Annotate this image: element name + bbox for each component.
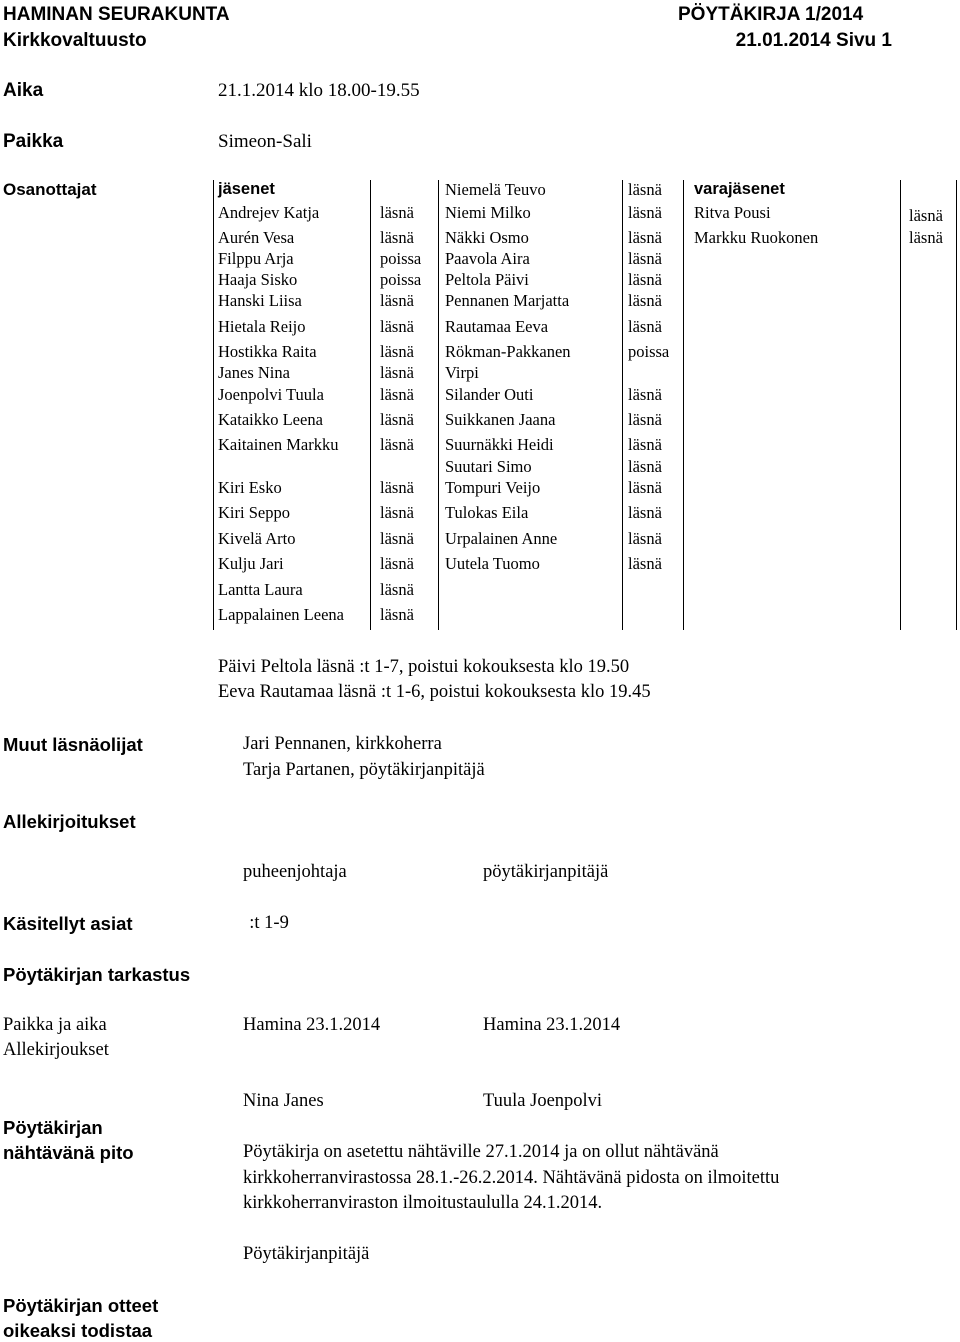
member-name: Peltola Päivi — [445, 270, 529, 289]
member-name: Lappalainen Leena — [218, 605, 344, 624]
member-name: Janes Nina — [218, 363, 290, 382]
grid-line — [370, 180, 371, 630]
member-name: Hietala Reijo — [218, 317, 306, 336]
member-name: Kataikko Leena — [218, 410, 323, 429]
member-status: läsnä — [628, 503, 662, 522]
member-name: Haaja Sisko — [218, 270, 298, 289]
member-status: läsnä — [628, 554, 662, 573]
member-name: Joenpolvi Tuula — [218, 385, 324, 404]
deputy-status: läsnä — [909, 206, 943, 225]
display-text: Pöytäkirja on asetettu nähtäville 27.1.2014 ja on ollut nähtävänä — [243, 1142, 719, 1162]
grid-line — [213, 180, 214, 630]
member-status: läsnä — [628, 203, 662, 222]
place-value: Simeon-Sali — [218, 131, 312, 152]
member-name: Niemi Milko — [445, 203, 531, 222]
grid-line — [956, 180, 957, 630]
member-status: läsnä — [380, 478, 414, 497]
member-name: Kulju Jari — [218, 554, 284, 573]
reviewer-name: Tuula Joenpolvi — [483, 1091, 603, 1111]
member-status: läsnä — [380, 554, 414, 573]
member-name: Paavola Aira — [445, 249, 530, 268]
org-name: HAMINAN SEURAKUNTA — [3, 4, 230, 25]
matters-label: Käsitellyt asiat — [3, 913, 133, 934]
member-name: Lantta Laura — [218, 580, 303, 599]
member-status: läsnä — [380, 317, 414, 336]
member-name: Kiri Esko — [218, 478, 282, 497]
member-status: läsnä — [380, 203, 414, 222]
member-name: Kaitainen Markku — [218, 435, 339, 454]
participants-label: Osanottajat — [3, 180, 97, 199]
member-status: läsnä — [380, 291, 414, 310]
place-date-value: Hamina 23.1.2014 — [483, 1015, 621, 1035]
others-label: Muut läsnäolijat — [3, 734, 143, 755]
member-status: läsnä — [380, 580, 414, 599]
member-status: läsnä — [628, 270, 662, 289]
member-status: läsnä — [380, 503, 414, 522]
signatures-label: Allekirjoitukset — [3, 811, 136, 832]
member-status: läsnä — [380, 435, 414, 454]
deputy-name: Markku Ruokonen — [694, 228, 819, 247]
member-status: läsnä — [628, 410, 662, 429]
member-status: läsnä — [628, 228, 662, 247]
member-status: läsnä — [380, 342, 414, 361]
matters-value: :t 1-9 — [240, 913, 289, 933]
member-name: Niemelä Teuvo — [445, 180, 546, 199]
member-status: poissa — [380, 270, 422, 289]
chair-signature: puheenjohtaja — [243, 862, 347, 882]
member-status: läsnä — [380, 385, 414, 404]
time-label: Aika — [3, 80, 44, 101]
member-status: läsnä — [628, 317, 662, 336]
time-value: 21.1.2014 klo 18.00-19.55 — [218, 80, 420, 101]
place-date-value: Hamina 23.1.2014 — [243, 1015, 381, 1035]
others-line: Jari Pennanen, kirkkoherra — [243, 734, 442, 754]
member-name: Uutela Tuomo — [445, 554, 540, 573]
member-name: Filppu Arja — [218, 249, 294, 268]
member-status: läsnä — [628, 529, 662, 548]
member-status: läsnä — [628, 291, 662, 310]
member-status: poissa — [380, 249, 422, 268]
member-status: läsnä — [628, 385, 662, 404]
member-status: läsnä — [380, 410, 414, 429]
body-name: Kirkkovaltuusto — [3, 30, 147, 51]
member-status: läsnä — [628, 457, 662, 476]
review-signatures-label: Allekirjoukset — [3, 1040, 109, 1060]
display-label: nähtävänä pito — [3, 1142, 134, 1163]
grid-line — [438, 180, 439, 630]
grid-line — [683, 180, 684, 630]
note-line: Päivi Peltola läsnä :t 1-7, poistui kokouksesta klo 19.50 — [218, 657, 630, 677]
note-line: Eeva Rautamaa läsnä :t 1-6, poistui kokouksesta klo 19.45 — [218, 682, 651, 702]
deputies-header: varajäsenet — [694, 180, 785, 198]
extracts-label: oikeaksi todistaa — [3, 1320, 153, 1341]
member-status: läsnä — [628, 435, 662, 454]
place-date-label: Paikka ja aika — [3, 1015, 107, 1035]
member-status: läsnä — [628, 180, 662, 199]
member-name: Kiri Seppo — [218, 503, 290, 522]
member-status: läsnä — [380, 363, 414, 382]
member-name: Tompuri Veijo — [445, 478, 541, 497]
place-label: Paikka — [3, 131, 64, 152]
member-status: läsnä — [628, 249, 662, 268]
member-name: Suikkanen Jaana — [445, 410, 556, 429]
document-title: PÖYTÄKIRJA 1/2014 — [678, 4, 864, 25]
display-signer: Pöytäkirjanpitäjä — [243, 1244, 370, 1264]
grid-line — [900, 180, 901, 630]
review-label: Pöytäkirjan tarkastus — [3, 964, 191, 985]
member-name: Rautamaa Eeva — [445, 317, 549, 336]
display-text: kirkkoherranvirastossa 28.1.-26.2.2014. Nähtävänä pidosta on ilmoitettu — [243, 1168, 780, 1188]
secretary-signature: pöytäkirjanpitäjä — [483, 862, 609, 882]
grid-line — [622, 180, 623, 630]
member-name: Suurnäkki Heidi — [445, 435, 554, 454]
display-text: kirkkoherranviraston ilmoitustaululla 24.1.2014. — [243, 1193, 603, 1213]
member-name: Tulokas Eila — [445, 503, 529, 522]
member-name: Kivelä Arto — [218, 529, 296, 548]
member-status: läsnä — [380, 228, 414, 247]
deputy-name: Ritva Pousi — [694, 203, 771, 222]
members-header: jäsenet — [218, 180, 275, 198]
member-status: läsnä — [380, 605, 414, 624]
member-status: läsnä — [380, 529, 414, 548]
member-name: Andrejev Katja — [218, 203, 320, 222]
member-name: Virpi — [445, 363, 479, 382]
member-name: Suutari Simo — [445, 457, 532, 476]
deputy-status: läsnä — [909, 228, 943, 247]
member-name: Pennanen Marjatta — [445, 291, 570, 310]
member-name: Hostikka Raita — [218, 342, 317, 361]
others-line: Tarja Partanen, pöytäkirjanpitäjä — [243, 760, 485, 780]
member-name: Urpalainen Anne — [445, 529, 558, 548]
extracts-label: Pöytäkirjan otteet — [3, 1295, 159, 1316]
member-status: läsnä — [628, 478, 662, 497]
member-name: Näkki Osmo — [445, 228, 529, 247]
member-name: Rökman-Pakkanen — [445, 342, 571, 361]
reviewer-name: Nina Janes — [243, 1091, 324, 1111]
member-name: Silander Outi — [445, 385, 534, 404]
display-label: Pöytäkirjan — [3, 1117, 103, 1138]
member-name: Aurén Vesa — [218, 228, 295, 247]
member-name: Hanski Liisa — [218, 291, 302, 310]
member-status: poissa — [628, 342, 670, 361]
date-page: 21.01.2014 Sivu 1 — [735, 30, 892, 51]
